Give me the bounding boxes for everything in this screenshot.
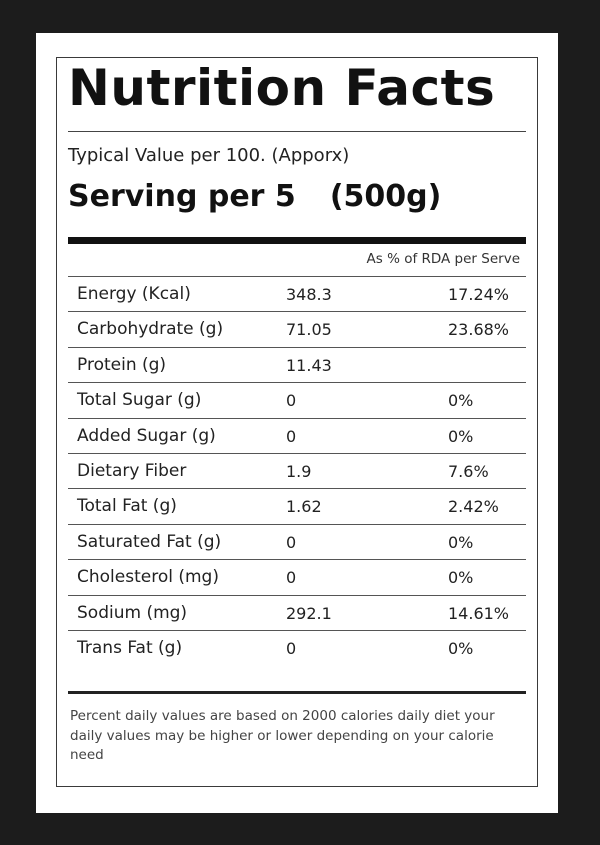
- nutrient-rda: 7.6%: [448, 461, 489, 481]
- nutrient-value: 0: [286, 426, 297, 446]
- bottom-divider: [68, 691, 526, 694]
- table-row: [68, 595, 526, 630]
- nutrient-name: Carbohydrate (g): [77, 319, 224, 340]
- nutrient-rda: 23.68%: [448, 320, 510, 340]
- nutrient-value: 1.62: [286, 497, 322, 517]
- table-row: [68, 630, 526, 665]
- typical-value-text: Typical Value per 100. (Apporx): [68, 145, 350, 166]
- label-title: Nutrition Facts: [68, 59, 496, 117]
- nutrient-name: Total Fat (g): [77, 496, 177, 517]
- nutrient-value: 0: [286, 391, 297, 411]
- nutrient-rda: 14.61%: [448, 603, 510, 623]
- nutrition-label-card: [36, 33, 558, 813]
- nutrient-rda: 2.42%: [448, 497, 499, 517]
- nutrient-value: 348.3: [286, 285, 332, 304]
- table-row: [68, 276, 526, 311]
- nutrient-name: Trans Fat (g): [77, 637, 183, 658]
- table-row: [68, 382, 526, 417]
- table-row: [68, 524, 526, 559]
- nutrient-value: 292.1: [286, 603, 332, 623]
- nutrient-value: 0: [286, 568, 297, 588]
- nutrient-table: [68, 276, 526, 665]
- nutrient-value: 0: [286, 638, 297, 658]
- thick-divider: [68, 237, 526, 244]
- nutrient-name: Protein (g): [77, 354, 167, 375]
- serving-line: [68, 179, 441, 214]
- table-row: [68, 418, 526, 453]
- nutrient-value: 0: [286, 532, 297, 552]
- table-row: [68, 559, 526, 594]
- nutrient-name: Sodium (mg): [77, 602, 188, 623]
- nutrient-name: Total Sugar (g): [77, 390, 202, 411]
- nutrient-rda: 17.24%: [448, 285, 510, 304]
- nutrient-name: Dietary Fiber: [77, 460, 187, 481]
- nutrient-name: Saturated Fat (g): [77, 531, 222, 552]
- nutrient-rda: 0%: [448, 568, 474, 588]
- title-divider: [68, 131, 526, 132]
- footnote-text: Percent daily values are based on 2000 calories daily diet your daily values may be higher or lower depending on your calorie need: [70, 708, 495, 763]
- nutrient-rda: 0%: [448, 391, 474, 411]
- table-row: [68, 488, 526, 523]
- serving-weight: (500g): [329, 179, 442, 214]
- nutrient-value: 11.43: [286, 355, 332, 375]
- rda-column-header: As % of RDA per Serve: [366, 251, 520, 267]
- nutrient-value: 71.05: [286, 320, 332, 340]
- nutrient-name: Cholesterol (mg): [77, 567, 219, 588]
- table-row: [68, 453, 526, 488]
- serving-text: Serving per 5: [68, 179, 296, 214]
- nutrient-rda: 0%: [448, 532, 474, 552]
- nutrient-rda: 0%: [448, 426, 474, 446]
- table-row: [68, 311, 526, 346]
- nutrient-value: 1.9: [286, 461, 312, 481]
- nutrient-rda: 0%: [448, 638, 474, 658]
- table-row: [68, 347, 526, 382]
- nutrient-name: Added Sugar (g): [77, 425, 216, 446]
- nutrient-name: Energy (Kcal): [77, 284, 191, 304]
